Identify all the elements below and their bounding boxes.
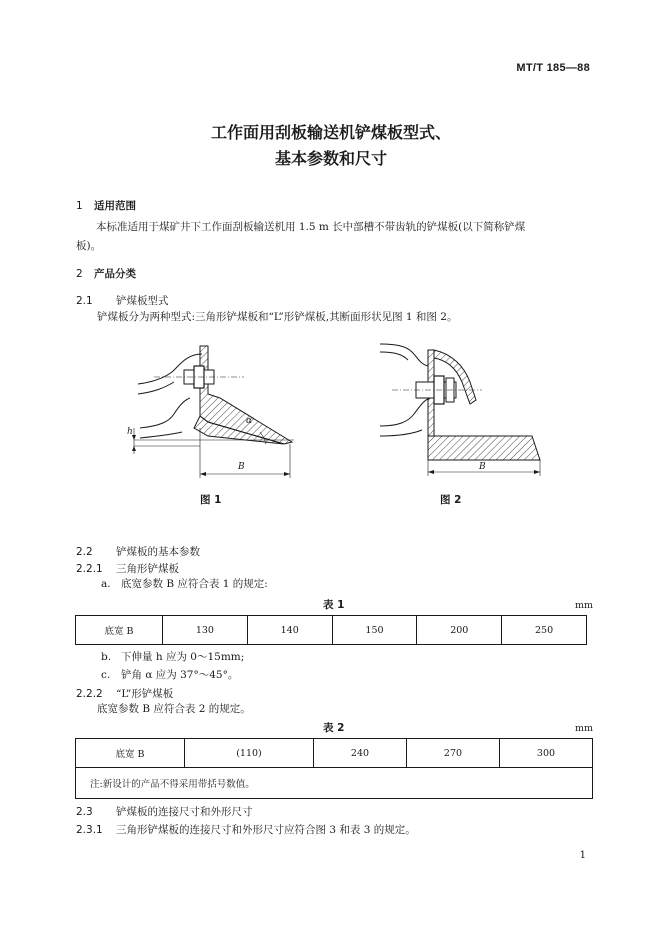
document-title-line2: 基本参数和尺寸: [274, 149, 387, 168]
table-cell: 240: [313, 739, 406, 768]
section-text: 三角形铲煤板的连接尺寸和外形尺寸应符合图 3 和表 3 的规定。: [116, 824, 416, 836]
list-item-a: [101, 575, 268, 594]
table-1-unit: mm: [575, 600, 594, 611]
section-number: 2: [76, 268, 83, 280]
list-item-text: 下伸量 h 应为 0～15mm;: [121, 651, 245, 663]
table-note: 注:新设计的产品不得采用带括号数值。: [76, 768, 593, 799]
section-title: 三角形铲煤板: [116, 563, 179, 575]
table-cell: 200: [417, 616, 502, 645]
section-number: 2.2.2: [76, 688, 103, 700]
section-2-heading: [76, 266, 136, 281]
figure-1-label-B: B: [238, 462, 245, 472]
figure-1-label-h: h: [127, 427, 133, 437]
table-cell: 250: [502, 616, 587, 645]
figure-1-label-alpha: α: [246, 416, 253, 426]
table-header-cell: 底宽 B: [76, 616, 163, 645]
section-title: 铲煤板的基本参数: [116, 546, 200, 558]
list-item-label: b.: [101, 651, 112, 663]
list-item-label: a.: [101, 578, 111, 590]
figure-1-drawing: [124, 336, 304, 486]
table-cell: 270: [406, 739, 499, 768]
list-item-label: c.: [101, 669, 111, 681]
section-2-2-2-heading: [76, 686, 173, 701]
section-number: 2.3: [76, 806, 93, 818]
section-number: 2.2.1: [76, 563, 103, 575]
section-1-paragraph-line2: 板)。: [76, 240, 102, 252]
table-row: [76, 768, 593, 799]
table-2-caption: 表 2: [323, 722, 345, 734]
document-title-line1: 工作面用刮板输送机铲煤板型式、: [210, 123, 451, 142]
list-item-b: [101, 648, 244, 667]
section-1-heading: [76, 198, 136, 213]
section-number: 2.2: [76, 546, 93, 558]
table-2-unit: mm: [575, 723, 594, 734]
figure-2-drawing: [372, 336, 548, 484]
table-cell: (110): [185, 739, 314, 768]
table-row: [76, 739, 593, 768]
table-1-caption: 表 1: [323, 599, 345, 611]
section-2-2-2-paragraph: 底宽参数 B 应符合表 2 的规定。: [97, 703, 251, 715]
figure-1-caption: 图 1: [200, 494, 222, 506]
section-title: 适用范围: [94, 200, 136, 212]
section-2-3-heading: [76, 804, 253, 819]
section-number: 1: [76, 200, 83, 212]
standard-number: MT/T 185—88: [516, 62, 590, 74]
section-2-1-heading: [76, 293, 169, 308]
table-cell: 300: [499, 739, 592, 768]
figure-2-label-B: B: [479, 462, 486, 472]
list-item-text: 底宽参数 B 应符合表 1 的规定:: [121, 578, 268, 590]
list-item-c: [101, 666, 238, 685]
section-2-2-heading: [76, 544, 200, 559]
section-title: 产品分类: [94, 268, 136, 280]
figure-2-caption: 图 2: [440, 494, 462, 506]
section-title: 铲煤板的连接尺寸和外形尺寸: [116, 806, 253, 818]
section-number: 2.1: [76, 295, 93, 307]
page-number: 1: [579, 850, 586, 861]
table-cell: 130: [163, 616, 248, 645]
table-header-cell: 底宽 B: [76, 739, 185, 768]
section-title: “L”形铲煤板: [116, 688, 174, 700]
table-1: [75, 615, 587, 645]
section-title: 铲煤板型式: [116, 295, 169, 307]
table-row: [76, 616, 587, 645]
section-2-3-1-paragraph: [76, 822, 416, 837]
section-1-paragraph-line1: 本标准适用于煤矿井下工作面刮板输送机用 1.5 m 长中部槽不带齿轨的铲煤板(以下简称铲煤: [96, 221, 526, 233]
list-item-text: 铲角 α 应为 37°～45°。: [121, 669, 239, 681]
table-2: [75, 738, 593, 799]
table-cell: 150: [332, 616, 417, 645]
section-2-2-1-heading: [76, 561, 179, 576]
table-cell: 140: [247, 616, 332, 645]
section-2-1-paragraph: 铲煤板分为两种型式:三角形铲煤板和“L”形铲煤板,其断面形状见图 1 和图 2。: [97, 311, 458, 323]
section-number: 2.3.1: [76, 824, 103, 836]
